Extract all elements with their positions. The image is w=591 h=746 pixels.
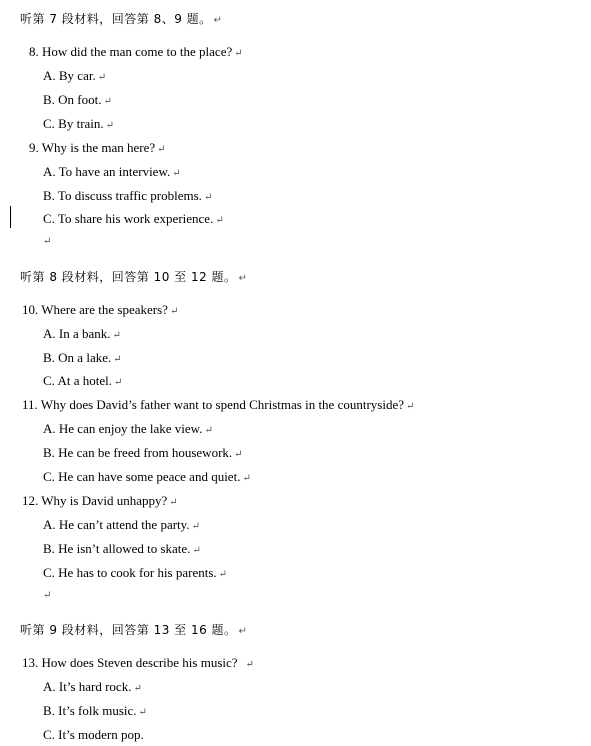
question-number: 8.	[29, 44, 39, 59]
question-text: How does Steven describe his music?	[41, 655, 238, 670]
paragraph-mark: ↵	[43, 590, 52, 601]
question: 9. Why is the man here? ↵	[29, 140, 166, 155]
section-heading: 听第 9 段材料，回答第 13 至 16 题。 ↵	[20, 623, 248, 637]
answer-option: A. In a bank. ↵	[43, 326, 121, 341]
question-text: Where are the speakers?	[41, 302, 168, 317]
answer-option: A. To have an interview. ↵	[43, 164, 181, 179]
answer-option: B. He can be freed from housework. ↵	[43, 445, 243, 460]
question-number: 10.	[22, 302, 39, 317]
question: 13. How does Steven describe his music? ↵	[22, 655, 254, 670]
answer-option: B. It’s folk music. ↵	[43, 703, 147, 718]
answer-option: B. To discuss traffic problems. ↵	[43, 188, 213, 203]
answer-option: B. On foot. ↵	[43, 92, 112, 107]
question: 12. Why is David unhappy? ↵	[22, 493, 178, 508]
question-number: 13.	[22, 655, 39, 670]
answer-option: A. He can’t attend the party. ↵	[43, 517, 200, 532]
question-text: Why is David unhappy?	[41, 493, 168, 508]
question-text: Why does David’s father want to spend Christmas in the countryside?	[40, 397, 404, 412]
section-heading: 听第 8 段材料，回答第 10 至 12 题。 ↵	[20, 270, 248, 284]
question-number: 9.	[29, 140, 39, 155]
answer-option: C. To share his work experience. ↵	[43, 211, 224, 226]
question-text: Why is the man here?	[41, 140, 156, 155]
question: 11. Why does David’s father want to spend Christmas in the countryside? ↵	[22, 397, 415, 412]
text-cursor	[10, 206, 11, 228]
question: 8. How did the man come to the place? ↵	[29, 44, 243, 59]
answer-option: C. By train. ↵	[43, 116, 115, 131]
answer-option: C. He has to cook for his parents. ↵	[43, 565, 228, 580]
paragraph-mark: ↵	[43, 236, 52, 247]
answer-option: C. He can have some peace and quiet. ↵	[43, 469, 251, 484]
answer-option: C. At a hotel. ↵	[43, 373, 123, 388]
answer-option: A. He can enjoy the lake view. ↵	[43, 421, 213, 436]
question: 10. Where are the speakers? ↵	[22, 302, 179, 317]
question-text: How did the man come to the place?	[42, 44, 233, 59]
question-number: 12.	[22, 493, 39, 508]
answer-option: A. By car. ↵	[43, 68, 107, 83]
answer-option: B. On a lake. ↵	[43, 350, 122, 365]
answer-option: A. It’s hard rock. ↵	[43, 679, 142, 694]
question-number: 11.	[22, 397, 38, 412]
answer-option: B. He isn’t allowed to skate. ↵	[43, 541, 201, 556]
section-heading: 听第 7 段材料，回答第 8、9 题。 ↵	[20, 12, 223, 26]
answer-option: C. It’s modern pop.	[43, 727, 144, 742]
